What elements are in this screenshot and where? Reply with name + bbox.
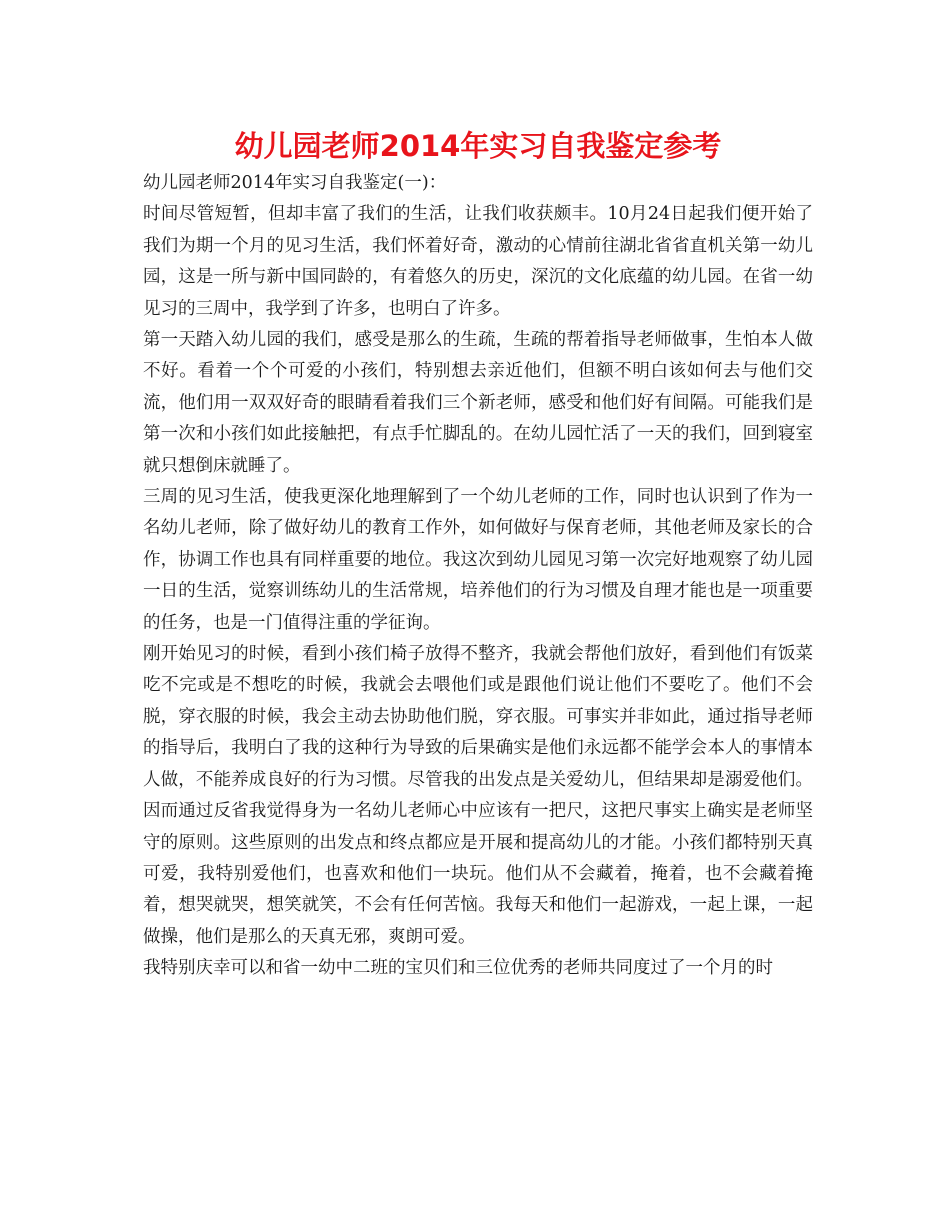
paragraph-2: 第一天踏入幼儿园的我们，感受是那么的生疏，生疏的帮着指导老师做事，生怕本人做不好。看着一个个可爱的小孩们，特别想去亲近他们，但额不明白该如何去与他们交流，他们用一双双好奇的眼睛看着我们三个新老师，感受和他们好有间隔。可能我们是第一次和小孩们如此接触把，有点手忙脚乱的。在幼儿园忙活了一天的我们，回到寝室就只想倒床就睡了。 — [143, 330, 813, 476]
document-subtitle: 幼儿园老师2014年实习自我鉴定(一)： — [143, 173, 447, 193]
document-content — [143, 124, 813, 985]
paragraph-5: 我特别庆幸可以和省一幼中二班的宝贝们和三位优秀的老师共同度过了一个月的时 — [143, 958, 773, 979]
paragraph-3: 三周的见习生活，使我更深化地理解到了一个幼儿老师的工作，同时也认识到了作为一名幼儿老师，除了做好幼儿的教育工作外，如何做好与保育老师，其他老师及家长的合作，协调工作也具有同样重要的地位。我这次到幼儿园见习第一次完好地观察了幼儿园一日的生活，觉察训练幼儿的生活常规，培养他们的行为习惯及自理才能也是一项重要的任务，也是一门值得注重的学征询。 — [143, 487, 813, 633]
paragraph-1: 时间尽管短暂，但却丰富了我们的生活，让我们收获颇丰。10月24日起我们便开始了我们为期一个月的见习生活，我们怀着好奇，激动的心情前往湖北省省直机关第一幼儿园，这是一所与新中国同龄的，有着悠久的历史，深沉的文化底蕴的幼儿园。在省一幼见习的三周中，我学到了许多，也明白了许多。 — [143, 204, 813, 319]
document-body — [143, 168, 813, 985]
paragraph-4: 刚开始见习的时候，看到小孩们椅子放得不整齐，我就会帮他们放好，看到他们有饭菜吃不完或是不想吃的时候，我就会去喂他们或是跟他们说让他们不要吃了。他们不会脱，穿衣服的时候，我会主动去协助他们脱，穿衣服。可事实并非如此，通过指导老师的指导后，我明白了我的这种行为导致的后果确实是他们永远都不能学会本人的事情本人做，不能养成良好的行为习惯。尽管我的出发点是关爱幼儿，但结果却是溺爱他们。因而通过反省我觉得身为一名幼儿老师心中应该有一把尺，这把尺事实上确实是老师坚守的原则。这些原则的出发点和终点都应是开展和提高幼儿的才能。小孩们都特别天真可爱，我特别爱他们，也喜欢和他们一块玩。他们从不会藏着，掩着，也不会藏着掩着，想哭就哭，想笑就笑，不会有任何苦恼。我每天和他们一起游戏，一起上课，一起做操，他们是那么的天真无邪，爽朗可爱。 — [143, 644, 813, 947]
document-title: 幼儿园老师2014年实习自我鉴定参考 — [234, 129, 722, 163]
